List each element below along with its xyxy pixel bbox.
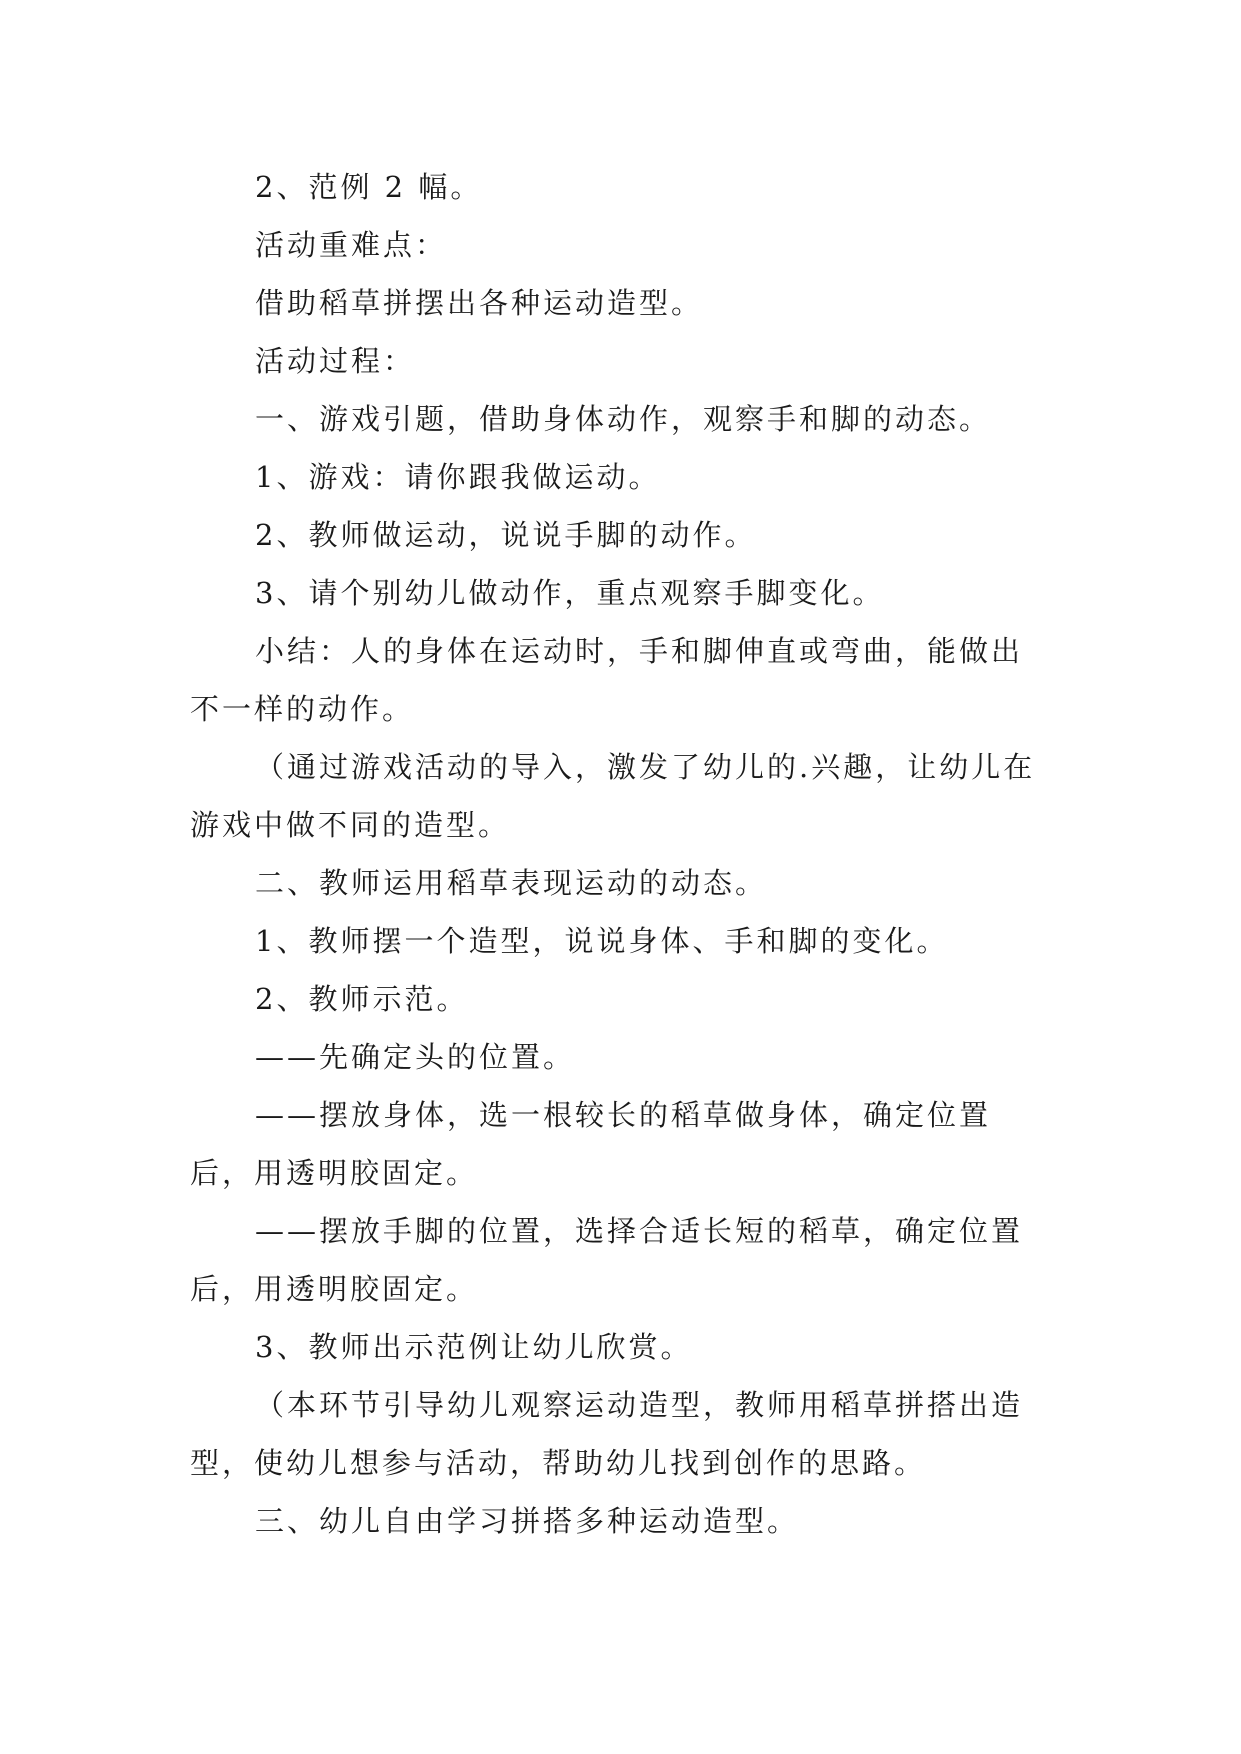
- paragraph-step-2-2: 2、教师示范。: [255, 982, 469, 1016]
- paragraph-materials-samples: 2、范例 2 幅。: [255, 170, 483, 204]
- paragraph-process-heading: 活动过程：: [255, 344, 416, 378]
- paragraph-demo-head: ——先确定头的位置。: [255, 1040, 576, 1074]
- paragraph-demo-limbs: ——摆放手脚的位置，选择合适长短的稻草，确定位置后，用透明胶固定。: [190, 1214, 1024, 1306]
- paragraph-section-three: 三、幼儿自由学习拼搭多种运动造型。: [255, 1504, 800, 1538]
- paragraph-step-2-1: 1、教师摆一个造型，说说身体、手和脚的变化。: [255, 924, 949, 958]
- paragraph-step-1-2: 2、教师做运动，说说手脚的动作。: [255, 518, 757, 552]
- paragraph-section-one: 一、游戏引题，借助身体动作，观察手和脚的动态。: [255, 402, 992, 436]
- paragraph-step-1-1: 1、游戏：请你跟我做运动。: [255, 460, 661, 494]
- document-body: [190, 158, 1050, 1550]
- paragraph-summary: 小结：人的身体在运动时，手和脚伸直或弯曲，能做出不一样的动作。: [190, 634, 1024, 726]
- paragraph-key-points-heading: 活动重难点：: [255, 228, 448, 262]
- paragraph-note-two: （本环节引导幼儿观察运动造型，教师用稻草拼搭出造型，使幼儿想参与活动，帮助幼儿找到创作的思路。: [190, 1388, 1024, 1480]
- paragraph-demo-body: ——摆放身体，选一根较长的稻草做身体，确定位置后，用透明胶固定。: [190, 1098, 992, 1190]
- paragraph-key-points: 借助稻草拼摆出各种运动造型。: [255, 286, 704, 320]
- paragraph-note-one: （通过游戏活动的导入，激发了幼儿的.兴趣，让幼儿在游戏中做不同的造型。: [190, 750, 1036, 842]
- paragraph-step-2-3: 3、教师出示范例让幼儿欣赏。: [255, 1330, 693, 1364]
- paragraph-section-two: 二、教师运用稻草表现运动的动态。: [255, 866, 768, 900]
- paragraph-step-1-3: 3、请个别幼儿做动作，重点观察手脚变化。: [255, 576, 885, 610]
